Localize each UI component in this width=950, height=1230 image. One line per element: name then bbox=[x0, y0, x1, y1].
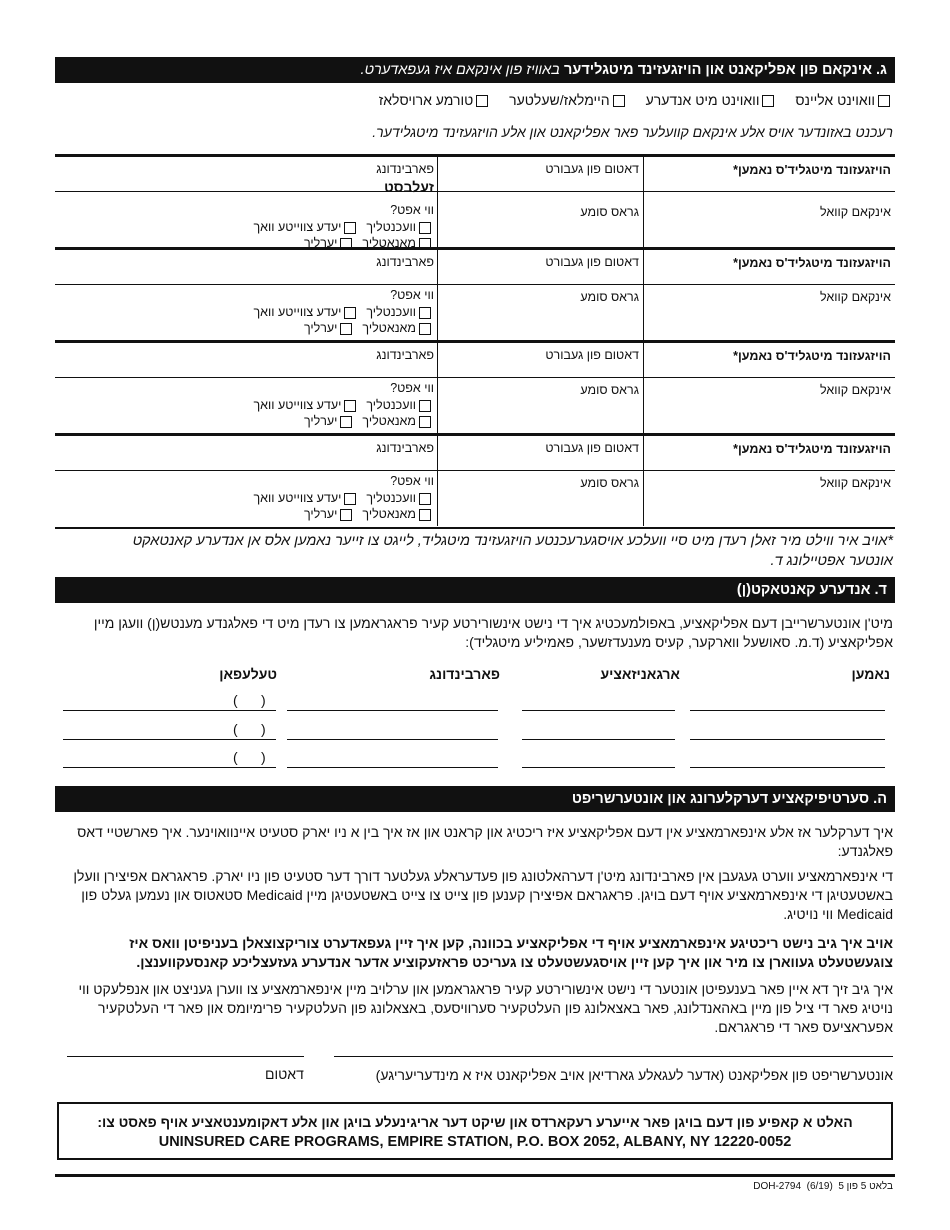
section-c-title: ג. אינקאם פון אפליקאנט און הויזגעזינד מיטגלידער bbox=[564, 62, 887, 78]
frequency-label: ווי אפט? bbox=[390, 474, 434, 488]
checkbox-biweekly[interactable] bbox=[344, 493, 356, 505]
household-member-block bbox=[55, 247, 895, 340]
col-relationship: פארבינדונג bbox=[429, 666, 500, 682]
checkbox-biweekly[interactable] bbox=[344, 400, 356, 412]
section-d-title: ד. אנדערע קאנטאקט(ן) bbox=[736, 582, 887, 598]
mailing-address: UNINSURED CARE PROGRAMS, EMPIRE STATION, P.O. BOX 2052, ALBANY, NY 12220-0052 bbox=[158, 1134, 792, 1150]
page-number: בלאט 5 פון 5 bbox=[838, 1181, 893, 1192]
frequency-row-1: וועכנטליך יעדע צווייטע וואך bbox=[253, 220, 434, 234]
frequency-label: ווי אפט? bbox=[390, 203, 434, 217]
date-input[interactable] bbox=[67, 1056, 304, 1057]
contact-name-input[interactable] bbox=[690, 739, 885, 740]
member-name-field[interactable]: הויזגעזונד מיטגליד'ס נאמען* bbox=[733, 256, 891, 270]
section-d-header bbox=[55, 577, 895, 603]
option-lives-alone[interactable]: וואוינט אליינס bbox=[795, 92, 893, 108]
section-c-title-italic: באוויז פון אינקאם איז געפאדערט. bbox=[360, 62, 560, 78]
checkbox-biweekly[interactable] bbox=[344, 307, 356, 319]
option-lives-with-others[interactable]: וואוינט מיט אנדערע bbox=[646, 92, 778, 108]
checkbox-weekly[interactable] bbox=[419, 493, 431, 505]
checkbox-weekly[interactable] bbox=[419, 222, 431, 234]
frequency-row-2: מאנאטליך יערליך bbox=[304, 507, 434, 521]
checkbox[interactable] bbox=[613, 95, 625, 107]
contact-name-input[interactable] bbox=[690, 710, 885, 711]
checkbox-weekly[interactable] bbox=[419, 307, 431, 319]
relationship-field[interactable]: פארבינדונג bbox=[376, 162, 434, 176]
signature-input[interactable] bbox=[334, 1056, 893, 1057]
checkbox[interactable] bbox=[878, 95, 890, 107]
living-situation-options bbox=[365, 92, 893, 108]
checkbox-biweekly[interactable] bbox=[344, 222, 356, 234]
verification-paragraph: די אינפארמאציע ווערט געגעבן אין פארבינדונג מיט'ן דערהאלטונג פון פעדעראלע געלטער דורך דער סטעיט פון ניו יארק. פראגראם אפיצירן וועלן באשטעטיגן די אינפארמאציע אויף דעם בויגן. פראגראם אפיצירן קענען פון צייט צו צייט באשטעטיגן מיין Medicaid סטאטוס און נעמען געלט פון Medicaid ווי נויטיג. bbox=[73, 868, 893, 922]
footer bbox=[753, 1181, 893, 1192]
checkbox-monthly[interactable] bbox=[419, 416, 431, 428]
section-e-header bbox=[55, 786, 895, 812]
option-prison-release[interactable]: טורמע ארויסלאז bbox=[379, 92, 492, 108]
frequency-row-2: מאנאטליך יערליך bbox=[304, 236, 434, 250]
checkbox-monthly[interactable] bbox=[419, 509, 431, 521]
checkbox-monthly[interactable] bbox=[419, 323, 431, 335]
checkbox[interactable] bbox=[476, 95, 488, 107]
income-source-field[interactable]: אינקאם קוואל bbox=[820, 205, 891, 219]
gross-amount-field[interactable]: גראס סומע bbox=[580, 476, 639, 490]
gross-amount-field[interactable]: גראס סומע bbox=[580, 205, 639, 219]
option-homeless-shelter[interactable]: היימלאז/שעלטער bbox=[509, 92, 628, 108]
birth-date-field[interactable]: דאטום פון געבורט bbox=[545, 162, 639, 176]
household-member-block bbox=[55, 433, 895, 526]
section-c-header bbox=[55, 57, 895, 83]
birth-date-field[interactable]: דאטום פון געבורט bbox=[545, 441, 639, 455]
frequency-row-1: וועכנטליך יעדע צווייטע וואך bbox=[253, 305, 434, 319]
contact-phone-input[interactable] bbox=[63, 739, 276, 740]
member-name-field[interactable]: הויזגעזונד מיטגליד'ס נאמען* bbox=[733, 163, 891, 177]
household-member-block bbox=[55, 154, 895, 250]
consent-paragraph: איך גיב זיך דא איין פאר בענעפיטן אונטער די נישט אינשורירטע קעיר פראגראמען און ערלויב מיין אינפארמאציע צו ווערן געניצט און אנפלעקט ווי נויטיג פאר די ציל פון מיין באהאנדלונג, פאר באצאלונג פון העלטקעיר סערוויסעס, באצאלונג פון העלטקעיר פרימיומס און פאר די העלטקעיר אפעראציעס פאר די פראגראם. bbox=[78, 981, 893, 1035]
birth-date-field[interactable]: דאטום פון געבורט bbox=[545, 255, 639, 269]
footer-rule bbox=[55, 1174, 895, 1177]
col-phone: טעלעפאן bbox=[219, 666, 277, 682]
footnote-line-2: אונטער אפטיילונג ד. bbox=[770, 553, 893, 569]
section-d-intro-1: מיט'ן אונטערשרייבן דעם אפליקאציע, באפולמעכטיג איך די נישט אינשורירטע קעיר פראגראמען צו רעדן מיט די פאלגנדע מענטש(ן) וועגן מיין bbox=[93, 615, 893, 631]
footnote-line-1: *אויב איר ווילט מיר זאלן רעדן מיט סיי וועלכע אויסגערעכנטע הויזגעזינד מיטגליד, לייגט צו זייער נאמען אלס אן אנדערע קאנטאקט bbox=[132, 533, 893, 549]
section-e-title: ה. סערטיפיקאציע דערקלערונג און אונטערשריפט bbox=[571, 791, 887, 807]
frequency-row-1: וועכנטליך יעדע צווייטע וואך bbox=[253, 398, 434, 412]
checkbox-weekly[interactable] bbox=[419, 400, 431, 412]
area-code-parens: ( ) bbox=[233, 692, 266, 708]
household-member-block bbox=[55, 340, 895, 433]
frequency-row-2: מאנאטליך יערליך bbox=[304, 321, 434, 335]
contact-name-input[interactable] bbox=[690, 767, 885, 768]
contact-phone-input[interactable] bbox=[63, 710, 276, 711]
contact-org-input[interactable] bbox=[522, 739, 675, 740]
income-instruction: רעכנט באזונדער אויס אלע אינקאם קוועלער פאר אפליקאנט און אלע הויזגעזינד מיטגלידער. bbox=[372, 124, 893, 140]
form-id: DOH-2794 bbox=[753, 1181, 802, 1192]
checkbox-yearly[interactable] bbox=[340, 323, 352, 335]
contact-relationship-input[interactable] bbox=[287, 710, 498, 711]
col-name: נאמען bbox=[851, 666, 890, 682]
checkbox-yearly[interactable] bbox=[340, 509, 352, 521]
income-table bbox=[55, 154, 895, 526]
frequency-label: ווי אפט? bbox=[390, 381, 434, 395]
mailing-instruction-text: האלט א קאפיע פון דעם בויגן פאר אייערע רעקארדס און שיקט דער אריגינעלע בויגן און אלע דאקומענטאציע אויף פאסט צו: bbox=[97, 1114, 853, 1130]
relationship-self-value: זעלבסט bbox=[384, 179, 434, 195]
mailing-instructions-box bbox=[57, 1102, 893, 1160]
section-d-intro-2: אפליקאציע (ד.מ. סאושעל ווארקער, קעיס מענעדזשער, פאמיליע מיטגליד): bbox=[465, 634, 893, 650]
frequency-row-1: וועכנטליך יעדע צווייטע וואך bbox=[253, 491, 434, 505]
gross-amount-field[interactable]: גראס סומע bbox=[580, 383, 639, 397]
income-source-field[interactable]: אינקאם קוואל bbox=[820, 476, 891, 490]
income-source-field[interactable]: אינקאם קוואל bbox=[820, 290, 891, 304]
penalty-paragraph: אויב איך גיב נישט ריכטיגע אינפארמאציע אויף די אפליקאציע בכוונה, קען איך זיין געפאדערט צוריקצוצאלן בעניפיטן וואס איז צוגעשטעלט געווארן צו מיר און איך קען זיין אויסגעשטעלט צו געריכט פראזעקוציע אדער אנדערע געזעצליכע קאנסעקווענצן. bbox=[129, 935, 893, 970]
signature-label: אונטערשריפט פון אפליקאנט (אדער לעגאלע גארדיאן אויב אפליקאנט איז א מינדעריעריגע) bbox=[375, 1067, 893, 1083]
area-code-parens: ( ) bbox=[233, 749, 266, 765]
col-organization: ארגאניזאציע bbox=[600, 666, 680, 682]
birth-date-field[interactable]: דאטום פון געבורט bbox=[545, 348, 639, 362]
member-name-field[interactable]: הויזגעזונד מיטגליד'ס נאמען* bbox=[733, 349, 891, 363]
income-source-field[interactable]: אינקאם קוואל bbox=[820, 383, 891, 397]
frequency-label: ווי אפט? bbox=[390, 288, 434, 302]
gross-amount-field[interactable]: גראס סומע bbox=[580, 290, 639, 304]
date-label: דאטום bbox=[265, 1066, 304, 1082]
checkbox[interactable] bbox=[762, 95, 774, 107]
relationship-field[interactable]: פארבינדונג bbox=[376, 348, 434, 362]
member-name-field[interactable]: הויזגעזונד מיטגליד'ס נאמען* bbox=[733, 442, 891, 456]
relationship-field[interactable]: פארבינדונג bbox=[376, 441, 434, 455]
area-code-parens: ( ) bbox=[233, 721, 266, 737]
form-revision: (6/19) bbox=[806, 1181, 833, 1192]
frequency-row-2: מאנאטליך יערליך bbox=[304, 414, 434, 428]
contact-org-input[interactable] bbox=[522, 710, 675, 711]
contact-relationship-input[interactable] bbox=[287, 739, 498, 740]
table-bottom-rule bbox=[55, 527, 895, 529]
declaration-paragraph: איך דערקלער אז אלע אינפארמאציע אין דעם אפליקאציע איז ריכטיג און קראנט און אז איך בין א ניו יארק סטעיט איינוואוינער. איך פארשטיי דאס פאלגנדע: bbox=[77, 824, 893, 859]
contact-relationship-input[interactable] bbox=[287, 767, 498, 768]
relationship-field[interactable]: פארבינדונג bbox=[376, 255, 434, 269]
contact-phone-input[interactable] bbox=[63, 767, 276, 768]
contact-org-input[interactable] bbox=[522, 767, 675, 768]
checkbox-yearly[interactable] bbox=[340, 416, 352, 428]
